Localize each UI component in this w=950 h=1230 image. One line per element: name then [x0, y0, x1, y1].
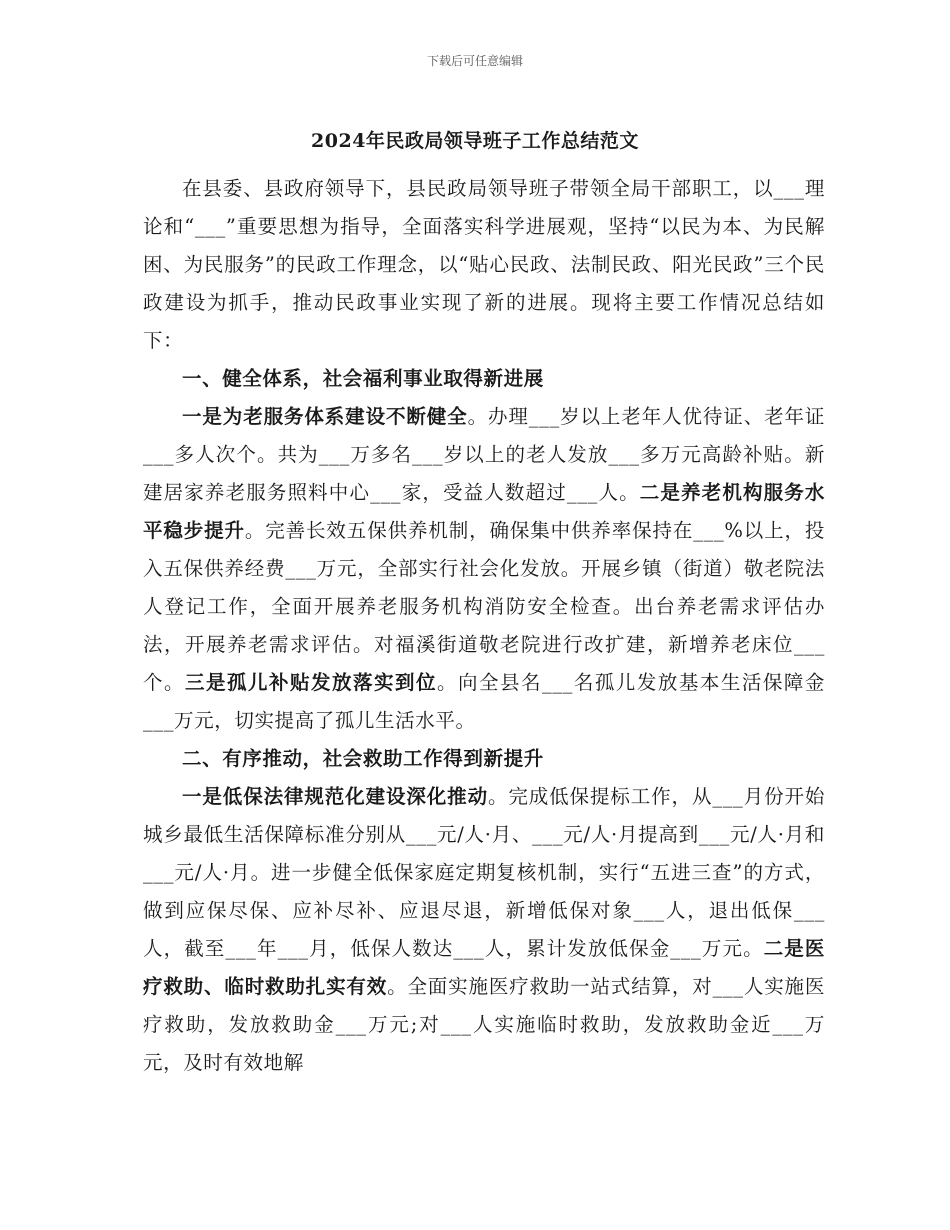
section-1-lead-1: 一是为老服务体系建设不断健全 [182, 405, 468, 428]
section-1-lead-2: 二是养老机构服务水平稳步提升 [143, 481, 825, 542]
section-1-heading: 一、健全体系，社会福利事业取得新进展 [182, 367, 544, 390]
section-2-text-2: 。全面实施医疗救助一站式结算，对___人实施医疗救助，发放救助金___万元;对___人实施临时救助，发放救助金近___万元，及时有效地解 [143, 975, 825, 1074]
section-1-paragraph [143, 398, 825, 740]
section-1-text-1: 。办理___岁以上老年人优待证、老年证___多人次个。共为___万多名___岁以上的老人发放___多万元高龄补贴。新建居家养老服务照料中心___家，受益人数超过___人。 [143, 405, 825, 504]
page-header-note: 下载后可任意编辑 [426, 54, 523, 68]
section-2-text-1: 。完成低保提标工作，从___月份开始城乡最低生活保障标准分别从___元/人·月、___元/人·月提高到___元/人·月和___元/人·月。进一步健全低保家庭定期复核机制，实行“五进三查”的方式，做到应保尽保、应补尽补、应退尽退，新增低保对象___人，退出低保___人，截至___年___月，低保人数达___人，累计发放低保金___万元。 [143, 785, 825, 960]
document-body [143, 170, 825, 1082]
section-1-text-2: 。完善长效五保供养机制，确保集中供养率保持在___%以上，投入五保供养经费___万元，全部实行社会化发放。开展乡镇（街道）敬老院法人登记工作，全面开展养老服务机构消防安全检查。出台养老需求评估办法，开展养老需求评估。对福溪街道敬老院进行改扩建，新增养老床位___个。 [143, 519, 825, 694]
section-2-lead-1: 一是低保法律规范化建设深化推动 [182, 785, 488, 808]
section-2-lead-2: 二是医疗救助、临时救助扎实有效 [143, 937, 825, 998]
section-1-text-3: 。向全县名___名孤儿发放基本生活保障金___万元，切实提高了孤儿生活水平。 [143, 671, 825, 732]
document-title: 2024年民政局领导班子工作总结范文 [311, 130, 639, 152]
section-1-lead-3: 三是孤儿补贴发放落实到位 [185, 671, 437, 694]
section-2-heading: 二、有序推动，社会救助工作得到新提升 [182, 747, 544, 770]
intro-paragraph: 在县委、县政府领导下，县民政局领导班子带领全局干部职工，以___理论和“___”重要思想为指导，全面落实科学进展观，坚持“以民为本、为民解困、为民服务”的民政工作理念，以“贴心民政、法制民政、阳光民政”三个民政建设为抓手，推动民政事业实现了新的进展。现将主要工作情况总结如下： [143, 177, 825, 352]
section-2-paragraph [143, 778, 825, 1082]
